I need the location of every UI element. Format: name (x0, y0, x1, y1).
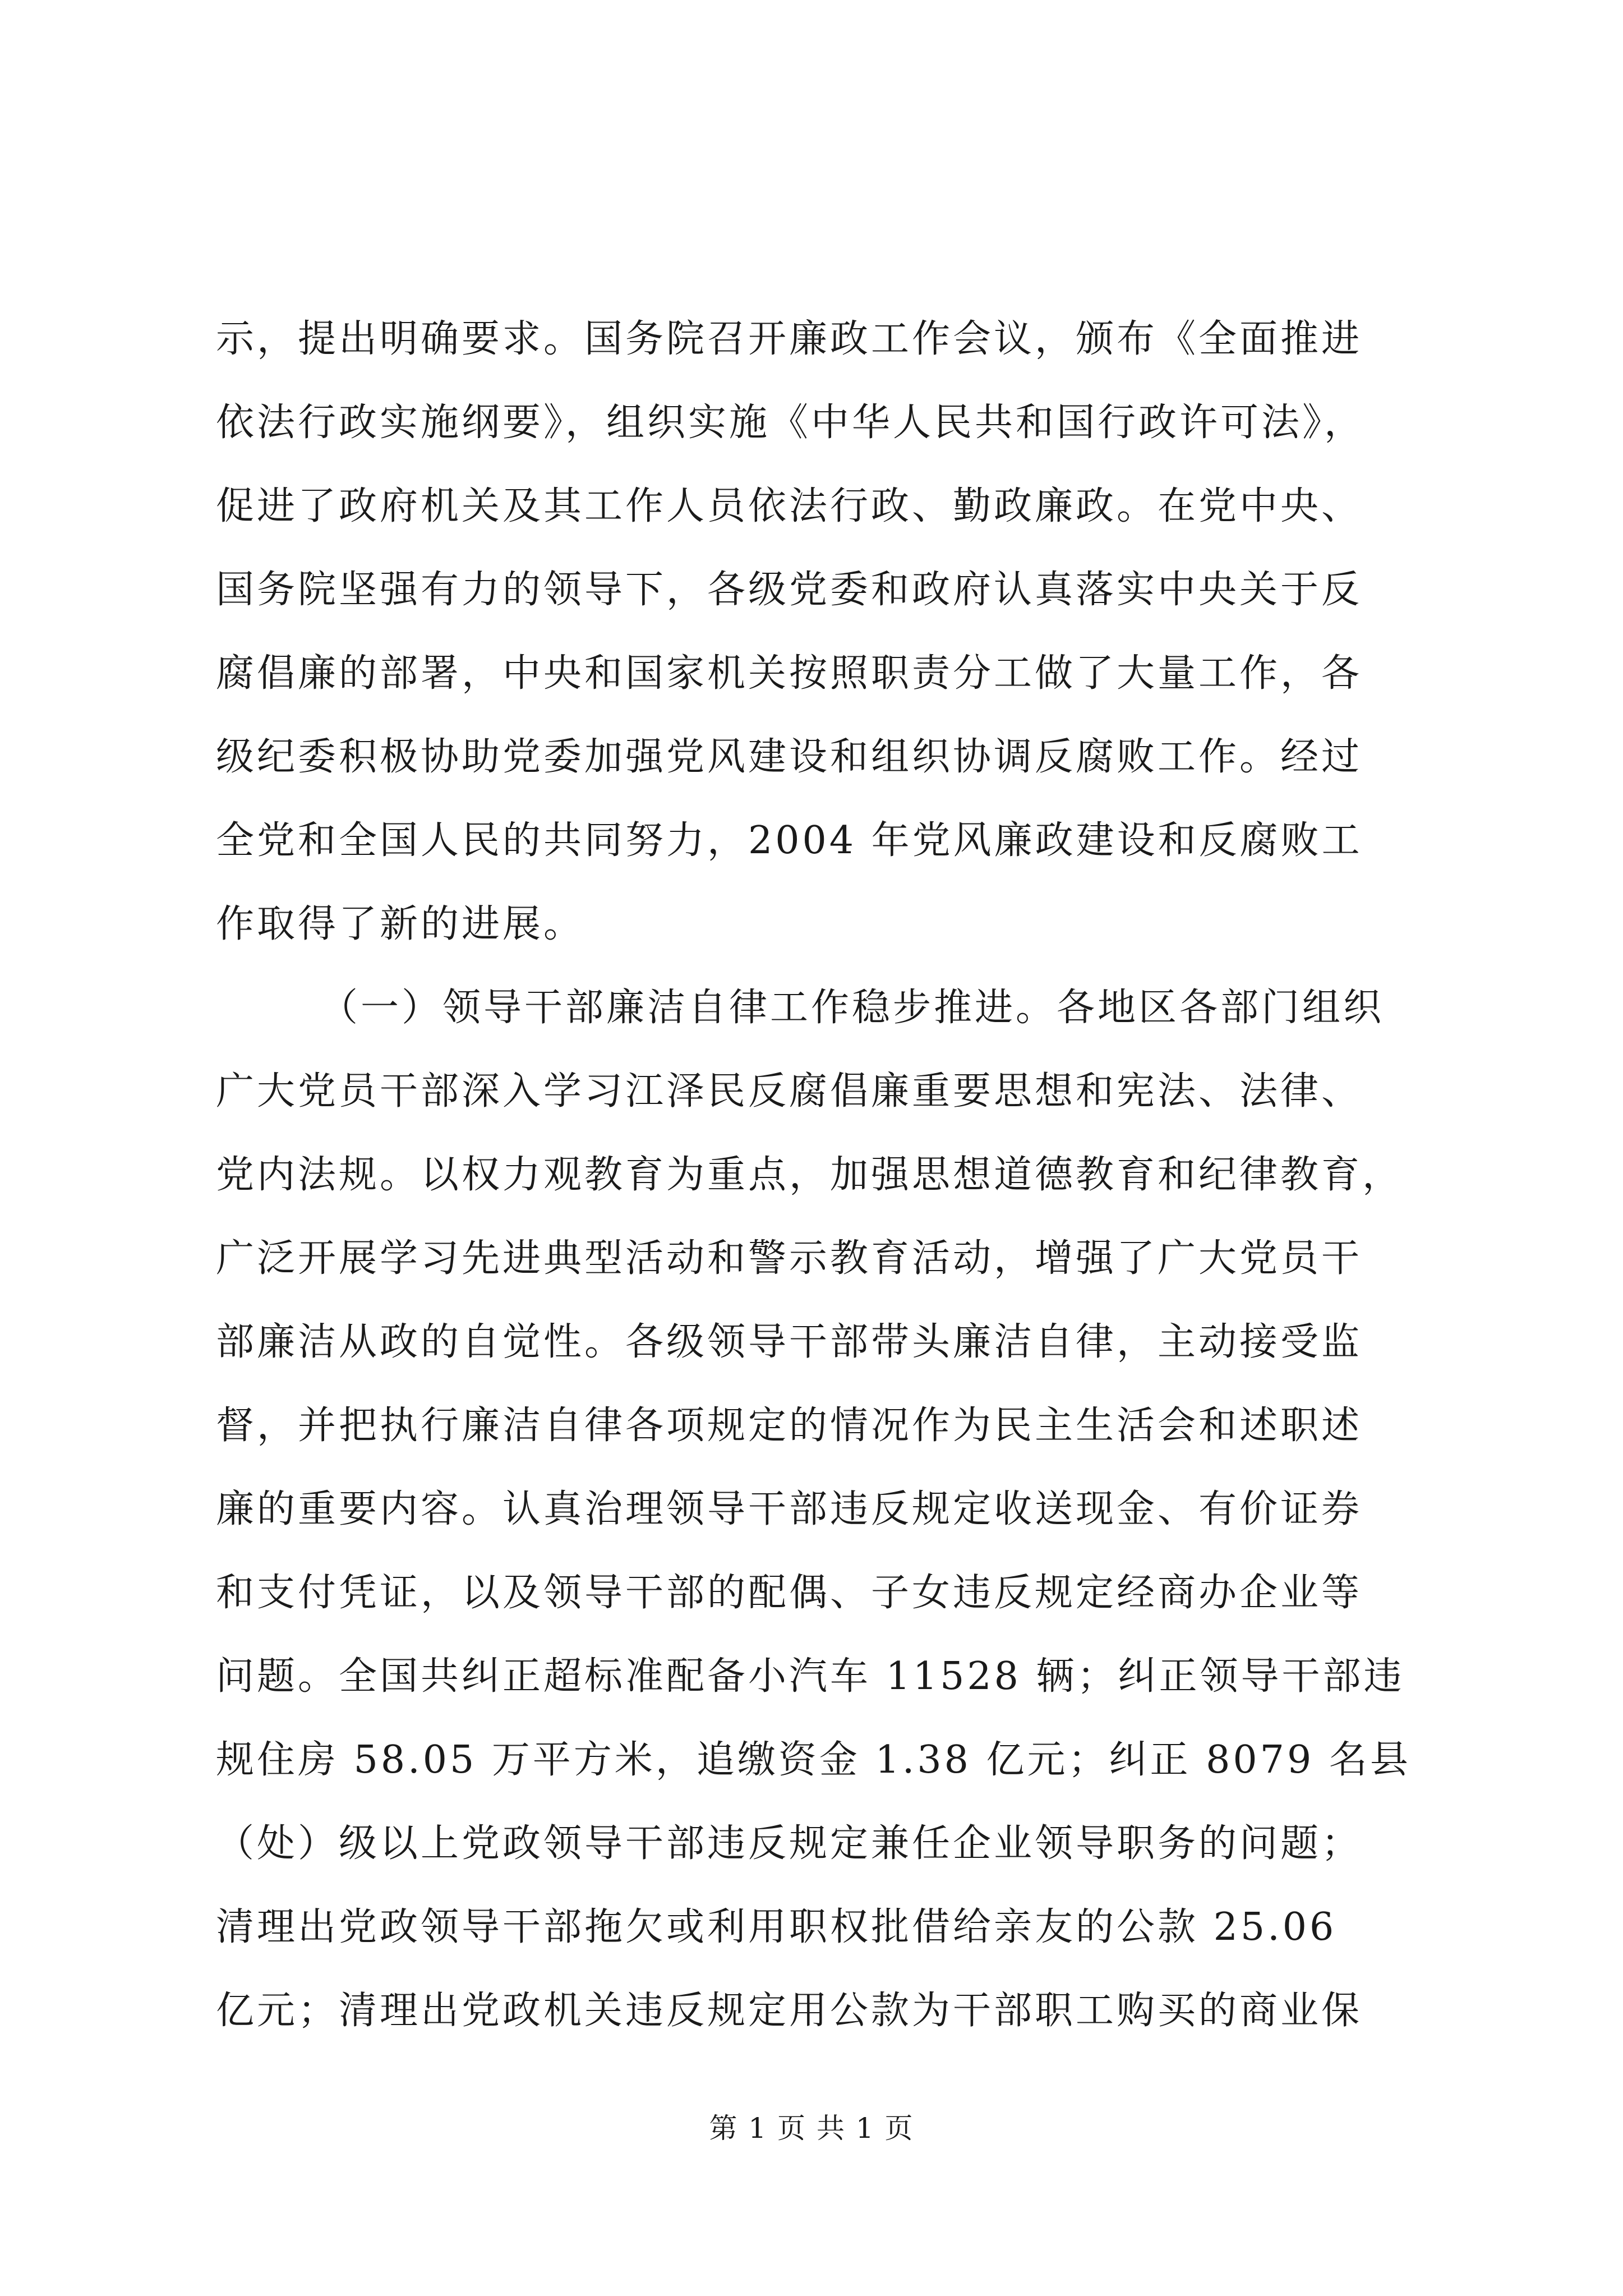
text-line: （处）级以上党政领导干部违反规定兼任企业领导职务的问题； (216, 1821, 1363, 1866)
text-line: 广泛开展学习先进典型活动和警示教育活动，增强了广大党员干 (216, 1236, 1363, 1281)
text-line: 党内法规。以权力观教育为重点，加强思想道德教育和纪律教育， (216, 1153, 1404, 1197)
text-line: 督，并把执行廉洁自律各项规定的情况作为民主生活会和述职述 (216, 1404, 1363, 1448)
text-line: 级纪委积极协助党委加强党风建设和组织协调反腐败工作。经过 (216, 735, 1363, 779)
text-line: 部廉洁从政的自觉性。各级领导干部带头廉洁自律，主动接受监 (216, 1320, 1363, 1364)
text-line: 作取得了新的进展。 (216, 902, 585, 946)
text-line: 依法行政实施纲要》，组织实施《中华人民共和国行政许可法》， (216, 401, 1366, 445)
text-line: 促进了政府机关及其工作人员依法行政、勤政廉政。在党中央、 (216, 484, 1363, 528)
text-line: 示，提出明确要求。国务院召开廉政工作会议，颁布《全面推进 (216, 317, 1363, 361)
section-heading-line: （一）领导干部廉洁自律工作稳步推进。各地区各部门组织 (320, 986, 1385, 1030)
text-line: 廉的重要内容。认真治理领导干部违反规定收送现金、有价证券 (216, 1487, 1363, 1531)
text-line: 和支付凭证，以及领导干部的配偶、子女违反规定经商办企业等 (216, 1571, 1363, 1615)
text-line: 腐倡廉的部署，中央和国家机关按照职责分工做了大量工作，各 (216, 651, 1363, 696)
text-line: 全党和全国人民的共同努力，2004 年党风廉政建设和反腐败工 (216, 818, 1363, 863)
text-line: 规住房 58.05 万平方米，追缴资金 1.38 亿元；纠正 8079 名县 (216, 1738, 1411, 1782)
text-line: 问题。全国共纠正超标准配备小汽车 11528 辆；纠正领导干部违 (216, 1654, 1405, 1699)
text-line: 广大党员干部深入学习江泽民反腐倡廉重要思想和宪法、法律、 (216, 1069, 1363, 1114)
page-number-footer: 第 1 页 共 1 页 (709, 2112, 914, 2145)
body-text (216, 297, 1411, 2053)
text-line: 清理出党政领导干部拖欠或利用职权批借给亲友的公款 25.06 (216, 1905, 1337, 1949)
text-line: 国务院坚强有力的领导下，各级党委和政府认真落实中央关于反 (216, 568, 1363, 612)
text-line: 亿元；清理出党政机关违反规定用公款为干部职工购买的商业保 (216, 1989, 1363, 2033)
